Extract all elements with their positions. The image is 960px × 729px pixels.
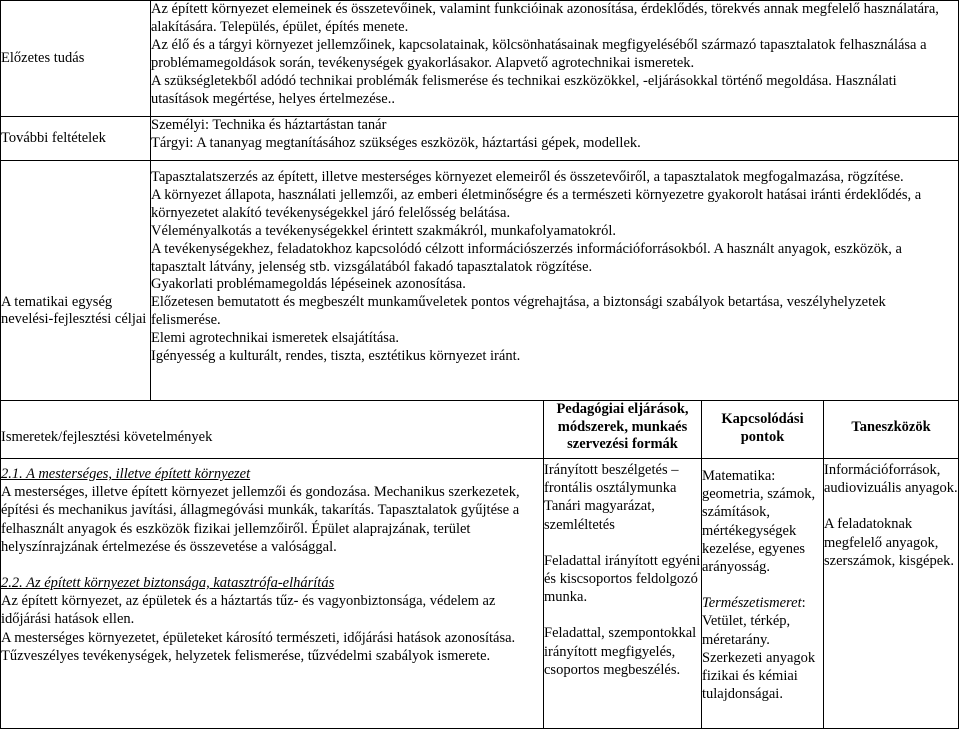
- section-2-1-title: 2.1. A mesterséges, illetve épített környezet: [1, 466, 251, 482]
- section-2-2-body-3: Tűzveszélyes tevékenységek, helyzetek felismerése, tűzvédelmi szabályok ismerete.: [1, 647, 491, 664]
- section-2-2-title: 2.2. Az épített környezet biztonsága, katasztrófa-elhárítás: [1, 575, 335, 592]
- pedagogiai-content: Irányított beszélgetés – frontális osztálymunka Tanári magyarázat, szemléltetés Feladattal irányított egyéni és kiscsoportos feldolgozó munka. Feladattal, szempontokkal irányított megfigyelés, csoportos megbeszélés.: [544, 459, 702, 729]
- row-content: [1, 459, 959, 729]
- ismeretek-content: [1, 459, 544, 729]
- elozetes-tudas-content: Az épített környezet elemeinek és összetevőinek, valamint funkcióinak azonosítása, érdeklődés, törekvés annak megfelelő használatára, alakítására. Település, épület, építés menete. Az élő és a tárgyi környezet jellemzőinek, kapcsolatainak, kölcsönhatásainak megfigyeléséből származó tapasztalatok felhasználása a problémamegoldások során, tevékenységek gyakorlásakor. Alapvető agrotechnikai ismeretek. A szükségletekből adódó technikai problémák felismerése és technikai eszközökkel, -eljárásokkal történő megoldása. Használati utasítások megértése, helyes értelmezése..: [151, 1, 959, 117]
- header-taneszkozok: Taneszközök: [824, 401, 959, 459]
- row-tovabbi-feltetelek: [1, 117, 959, 161]
- kapcsolodasi-content: Matematika: geometria, számok, számítások, mértékegységek kezelése, egyenes arányosság. Természetismeret: Vetület, térkép, méretarány. Szerkezeti anyagok fizikai és kémiai tulajdonságai.: [702, 459, 824, 729]
- header-pedagogiai: Pedagógiai eljárások, módszerek, munkaés szervezési formák: [544, 401, 702, 459]
- header-ismeretek: Ismeretek/fejlesztési követelmények: [1, 401, 544, 459]
- termeszetismeret-label: Természetismeret: [702, 595, 802, 612]
- label-elozetes-tudas: Előzetes tudás: [1, 1, 151, 117]
- section-2-2-body-2: A mesterséges környezetet, épületeket károsító természeti, időjárási hatások azonosítása.: [1, 629, 516, 646]
- row-elozetes-tudas: [1, 1, 959, 117]
- label-tovabbi-feltetelek: További feltételek: [1, 117, 151, 161]
- taneszkozok-content: Információforrások, audiovizuális anyagok. A feladatoknak megfelelő anyagok, szerszámok, kisgépek.: [824, 459, 959, 729]
- row-celjai: [1, 161, 959, 401]
- row-headers: [1, 401, 959, 459]
- section-2-1-body: A mesterséges, illetve épített környezet jellemzői és gondozása. Mechanikus szerkezetek, építési és mechanikus javítási, állagmegóvási munkák, takarítás. Tapasztalatok gyűjtése a felhasznált anyagok és eszközök fizikai jellemzőiről. Épület alaprajzának, terület helyszínrajzának értelmezése és összevetése a valósággal.: [1, 484, 520, 555]
- tovabbi-feltetelek-content: Személyi: Technika és háztartástan tanár Tárgyi: A tananyag megtanításához szükséges eszközök, háztartási gépek, modellek.: [151, 117, 959, 161]
- header-kapcsolodasi: Kapcsolódási pontok: [702, 401, 824, 459]
- celjai-content: Tapasztalatszerzés az épített, illetve mesterséges környezet elemeiről és összetevőiről, a tapasztalatok megfogalmazása, rögzítése. A környezet állapota, használati jellemzői, az emberi életminőségre és a természeti környezetre gyakorolt hatásai iránti érdeklődés, a környezetet alakító tevékenységekkel járó felelősség belátása. Véleményalkotás a tevékenységekkel érintett szakmákról, munkafolyamatokról. A tevékenységekhez, feladatokhoz kapcsolódó célzott információszerzés információforrásokból. A használt anyagok, eszközök, a tapasztalt látvány, jelenség stb. vizsgálatából fakadó tapasztalatok rögzítése. Gyakorlati problémamegoldás lépéseinek azonosítása. Előzetesen bemutatott és megbeszélt munkaműveletek pontos végrehajtása, a biztonsági szabályok betartása, veszélyhelyzetek felismerése. Elemi agrotechnikai ismeretek elsajátítása. Igényesség a kulturált, rendes, tiszta, esztétikus környezet iránt.: [151, 161, 959, 401]
- section-2-2-body-1: Az épített környezet, az épületek és a háztartás tűz- és vagyonbiztonsága, védelem az időjárási hatások ellen.: [1, 593, 496, 628]
- label-celjai: A tematikai egység nevelési-fejlesztési céljai: [1, 161, 151, 401]
